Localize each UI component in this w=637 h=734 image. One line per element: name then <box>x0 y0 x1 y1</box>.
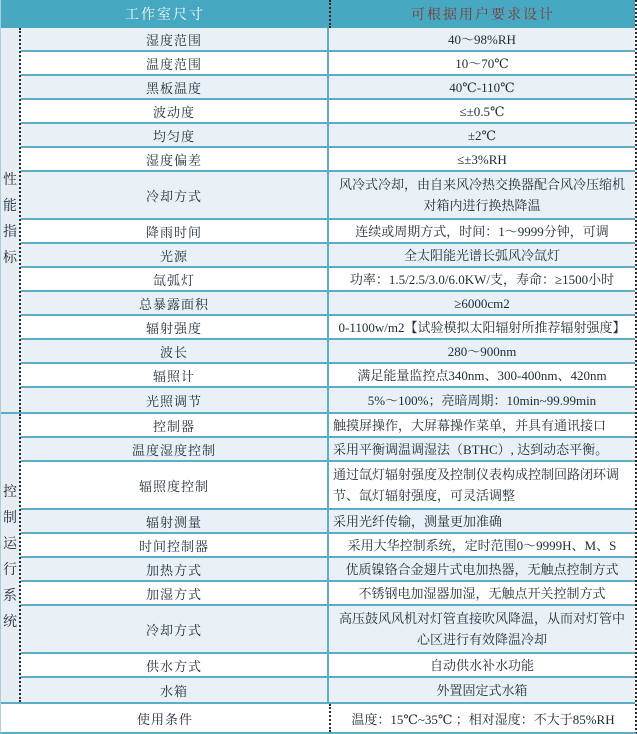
spec-value: 280～900nm <box>447 343 517 359</box>
spec-label: 冷却方式 <box>21 606 329 652</box>
spec-label: 辐射测量 <box>21 510 329 532</box>
spec-label: 辐照度控制 <box>21 462 329 508</box>
spec-label: 光照调节 <box>21 388 329 412</box>
spec-value: 连续或周期方式，时间：1～9999分钟，可调 <box>355 223 609 239</box>
table-row <box>21 148 635 172</box>
spec-value: 自动供水补水功能 <box>429 657 534 673</box>
table-row <box>21 28 635 52</box>
spec-label: 温度湿度控制 <box>21 438 329 460</box>
table-row <box>21 52 635 76</box>
spec-label: 均匀度 <box>21 124 329 146</box>
spec-label: 湿度偏差 <box>21 148 329 170</box>
table-row <box>21 340 635 364</box>
spec-label: 波长 <box>21 340 329 362</box>
spec-label: 降雨时间 <box>21 220 329 242</box>
table-row <box>21 244 635 268</box>
table-row <box>21 534 635 558</box>
spec-value: ≥6000cm2 <box>454 295 510 311</box>
spec-label: 加热方式 <box>21 558 329 580</box>
section-vertical-label <box>1 28 21 412</box>
spec-value: 采用大华控制系统，定时范围0～9999H、M、S <box>347 537 617 553</box>
spec-value: ≤±0.5℃ <box>459 103 505 119</box>
spec-value: 功率：1.5/2.5/3.0/6.0KW/支，寿命：≥1500小时 <box>349 271 615 287</box>
table-row <box>21 292 635 316</box>
table-row <box>21 220 635 244</box>
table-row <box>21 510 635 534</box>
table-row <box>21 606 635 654</box>
spec-label: 黑板温度 <box>21 76 329 98</box>
spec-value: 采用光纤传输，测量更加准确 <box>333 513 503 529</box>
table-row <box>21 438 635 462</box>
spec-value: 优质镍铬合金翅片式电加热器，无触点控制方式 <box>345 561 619 577</box>
table-header-row <box>1 0 635 28</box>
usage-conditions-label: 使用条件 <box>1 704 331 732</box>
spec-value: 满足能量监控点340nm、300-400nm、420nm <box>357 367 607 383</box>
spec-value: 采用平衡调温调湿法（BTHC）, 达到动态平衡。 <box>333 441 609 457</box>
usage-conditions-value: 温度：15℃~35℃ ；相对湿度：不大于85%RH <box>351 711 615 727</box>
spec-label: 时间控制器 <box>21 534 329 556</box>
spec-label: 水箱 <box>21 678 329 702</box>
spec-value: 风冷式冷却，由自来风冷热交换器配合风冷压缩机对箱内进行换热降温 <box>338 177 625 213</box>
spec-value: 10～70℃ <box>455 55 509 71</box>
spec-value: ±2℃ <box>467 127 497 143</box>
table-row <box>21 678 635 702</box>
spec-label: 辐照计 <box>21 364 329 386</box>
table-row <box>21 172 635 220</box>
spec-value: 触摸屏操作，大屏幕操作菜单，并具有通讯接口 <box>333 417 607 433</box>
spec-label: 温度范围 <box>21 52 329 74</box>
section-rows <box>21 28 635 412</box>
section-label-text: 性能指标 <box>3 173 17 266</box>
header-cell-value: 可根据用户要求设计 <box>411 8 555 23</box>
spec-value: 不锈钢电加湿器加湿，无触点开关控制方式 <box>358 585 606 601</box>
table-row <box>21 388 635 412</box>
section-label-text: 控制运行系统 <box>3 485 17 630</box>
table-row <box>21 100 635 124</box>
spec-value: 高压鼓风风机对灯管直接吹风降温，从而对灯管中心区进行有效降温冷却 <box>338 611 625 647</box>
spec-value: 5%～100%；亮暗周期：10min~99.99min <box>367 392 597 408</box>
table-row <box>21 582 635 606</box>
header-cell-label: 工作室尺寸 <box>1 0 331 28</box>
spec-label: 冷却方式 <box>21 172 329 218</box>
spec-value: 40℃-110℃ <box>449 79 515 95</box>
table-row <box>21 124 635 148</box>
table-row <box>21 316 635 340</box>
spec-value: 通过氙灯辐射强度及控制仪表构成控制回路闭环调节、氙灯辐射强度，可灵活调整 <box>333 467 620 503</box>
spec-value: ≤±3%RH <box>457 151 507 167</box>
section-rows <box>21 414 635 702</box>
spec-value: 40～98%RH <box>448 31 516 47</box>
spec-label: 加湿方式 <box>21 582 329 604</box>
table-row <box>21 268 635 292</box>
spec-label: 总暴露面积 <box>21 292 329 314</box>
spec-value: 全太阳能光谱长弧风冷氙灯 <box>403 247 560 263</box>
spec-label: 控制器 <box>21 414 329 436</box>
table-row <box>21 558 635 582</box>
spec-label: 光源 <box>21 244 329 266</box>
spec-label: 氙弧灯 <box>21 268 329 290</box>
section-vertical-label <box>1 414 21 702</box>
table-row <box>21 414 635 438</box>
section-control-system <box>1 414 635 704</box>
spec-label: 波动度 <box>21 100 329 122</box>
spec-value: 0-1100w/m2【试验模拟太阳辐射所推荐辐射强度】 <box>338 319 626 335</box>
spec-label: 供水方式 <box>21 654 329 676</box>
spec-label: 湿度范围 <box>21 28 329 50</box>
spec-label: 辐射强度 <box>21 316 329 338</box>
table-row <box>21 654 635 678</box>
table-row <box>21 364 635 388</box>
table-row <box>21 76 635 100</box>
spec-value: 外置固定式水箱 <box>436 682 528 698</box>
table-row <box>21 462 635 510</box>
section-performance <box>1 28 635 414</box>
